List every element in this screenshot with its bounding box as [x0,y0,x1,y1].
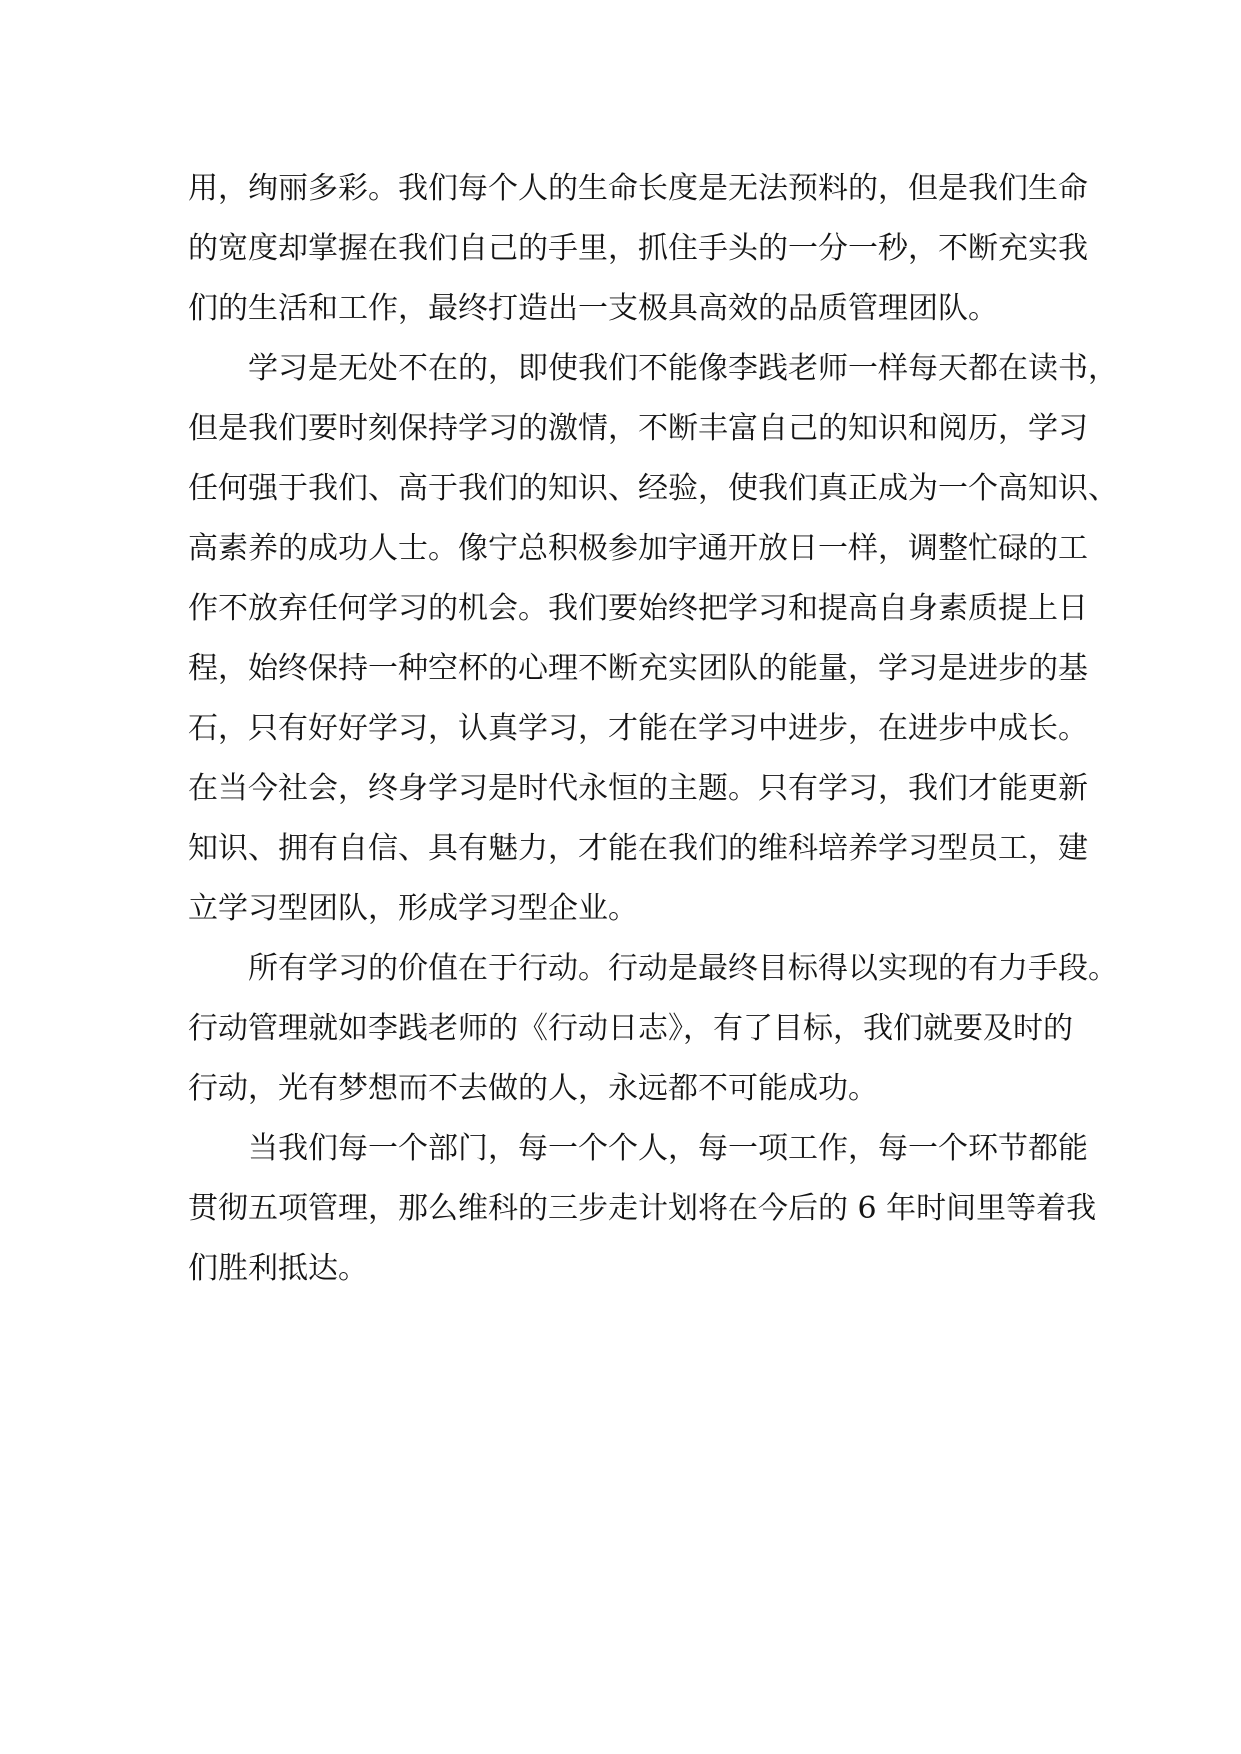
text-line: 的宽度却掌握在我们自己的手里，抓住手头的一分一秒，不断充实我 [188,231,1088,266]
text-line: 们的生活和工作，最终打造出一支极具高效的品质管理团队。 [188,291,998,326]
text-line: 行动管理就如李践老师的《行动日志》，有了目标，我们就要及时的 [188,1011,1073,1046]
text-line: 高素养的成功人士。像宁总积极参加宇通开放日一样，调整忙碌的工 [188,531,1088,566]
text-line: 但是我们要时刻保持学习的激情，不断丰富自己的知识和阅历，学习 [188,411,1088,446]
paragraph-1 [188,159,1088,339]
text-line: 当我们每一个部门，每一个个人，每一项工作，每一个环节都能 [188,1131,1088,1166]
text-line: 作不放弃任何学习的机会。我们要始终把学习和提高自身素质提上日 [188,591,1088,626]
text-line: 石，只有好好学习，认真学习，才能在学习中进步，在进步中成长。 [188,711,1088,746]
text-line: 在当今社会，终身学习是时代永恒的主题。只有学习，我们才能更新 [188,771,1088,806]
text-line: 立学习型团队，形成学习型企业。 [188,891,638,926]
paragraph-4 [188,1119,1097,1299]
text-line: 用，绚丽多彩。我们每个人的生命长度是无法预料的，但是我们生命 [188,171,1088,206]
text-line: 程，始终保持一种空杯的心理不断充实团队的能量，学习是进步的基 [188,651,1088,686]
text-line: 知识、拥有自信、具有魅力，才能在我们的维科培养学习型员工，建 [188,831,1088,866]
text-line: 所有学习的价值在于行动。行动是最终目标得以实现的有力手段。 [188,951,1118,986]
text-line: 们胜利抵达。 [188,1251,368,1286]
paragraph-3 [188,939,1118,1119]
text-line: 行动，光有梦想而不去做的人，永远都不可能成功。 [188,1071,878,1106]
text-line: 贯彻五项管理，那么维科的三步走计划将在今后的 6 年时间里等着我 [188,1191,1097,1226]
paragraph-2 [188,339,1118,939]
text-line: 任何强于我们、高于我们的知识、经验，使我们真正成为一个高知识、 [188,471,1118,506]
document-body [188,159,1118,1299]
text-line: 学习是无处不在的，即使我们不能像李践老师一样每天都在读书， [188,351,1118,386]
